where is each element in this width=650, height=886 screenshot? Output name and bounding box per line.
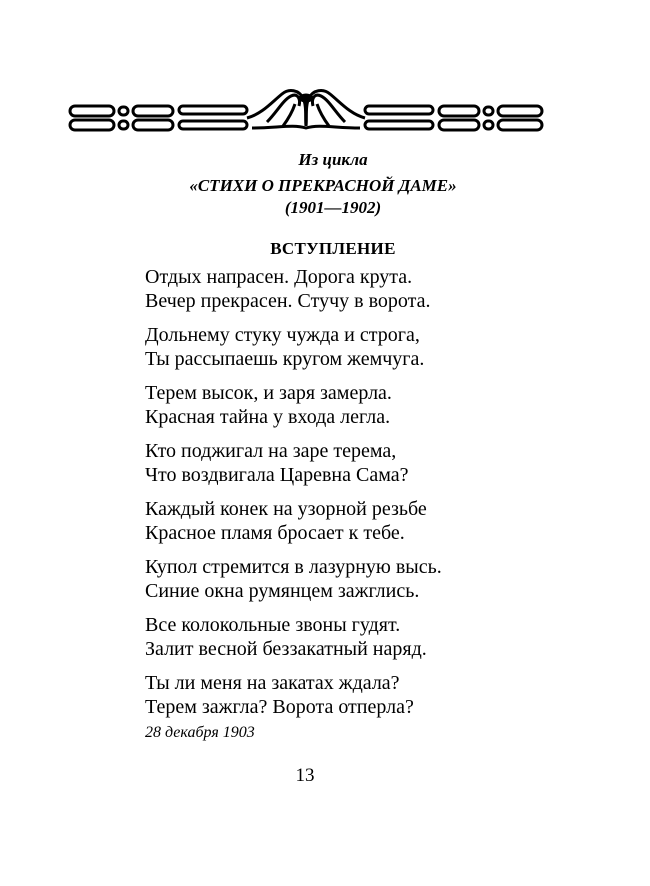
verse-line: Что воздвигала Царевна Сама? (145, 464, 409, 486)
stanza (145, 555, 615, 603)
stanza (145, 439, 615, 487)
verse-line: Ты ли меня на закатах ждала? (145, 672, 400, 694)
verse-line: Красная тайна у входа легла. (145, 406, 391, 428)
cycle-name: «СТИХИ О ПРЕКРАСНОЙ ДАМЕ» (189, 176, 457, 195)
verse-line: Кто поджигал на заре терема, (145, 440, 397, 462)
poem-date: 28 декабря 1903 (145, 724, 255, 741)
verse-line: Каждый конек на узорной резьбе (145, 498, 427, 520)
verse-line: Купол стремится в лазурную высь. (145, 556, 442, 578)
stanza (145, 381, 615, 429)
verse-line: Вечер прекрасен. Стучу в ворота. (145, 290, 431, 312)
decorative-ornament-header (67, 84, 545, 134)
stanza (145, 671, 615, 719)
cycle-label: Из цикла (298, 150, 368, 169)
stanza (145, 265, 615, 313)
stanza (145, 497, 615, 545)
poem-title: ВСТУПЛЕНИЕ (270, 239, 396, 258)
page-number: 13 (295, 765, 315, 786)
verse-line: Отдых напрасен. Дорога крута. (145, 266, 413, 288)
verse-line: Все колокольные звоны гудят. (145, 614, 401, 636)
verse-line: Терем высок, и заря замерла. (145, 382, 392, 404)
verse-line: Ты рассыпаешь кругом жемчуга. (145, 348, 425, 370)
stanza (145, 323, 615, 371)
verse-line: Терем зажгла? Ворота отперла? (145, 696, 414, 718)
verse-line: Залит весной беззакатный наряд. (145, 638, 427, 660)
poem-body (145, 265, 615, 729)
stanza (145, 613, 615, 661)
cycle-years: (1901—1902) (284, 198, 382, 217)
verse-line: Дольнему стуку чужда и строга, (145, 324, 420, 346)
verse-line: Синие окна румянцем зажглись. (145, 580, 420, 602)
verse-line: Красное пламя бросает к тебе. (145, 522, 405, 544)
